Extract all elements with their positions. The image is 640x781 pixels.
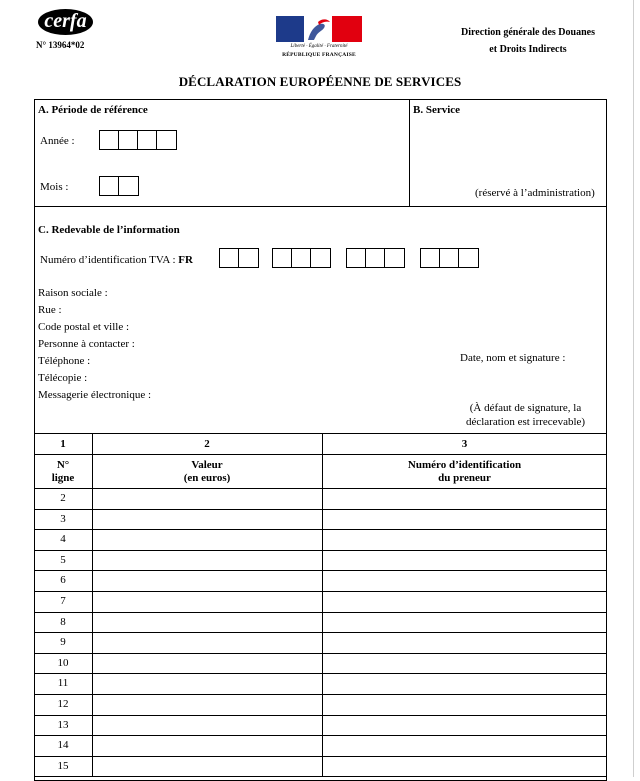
vat-label-text: Numéro d’identification TVA : — [40, 254, 176, 266]
table-cell-value[interactable] — [93, 654, 321, 673]
field-postcode-city[interactable]: Code postal et ville : — [38, 321, 130, 333]
vat-siren-part-1[interactable] — [272, 248, 331, 268]
section-a-title: A. Période de référence — [38, 104, 148, 116]
col-header-value-1: Valeur — [191, 459, 223, 471]
vat-siren-part-3[interactable] — [420, 248, 479, 268]
table-cell-value[interactable] — [93, 510, 321, 529]
table-row-number: 8 — [60, 615, 66, 628]
col-number-3: 3 — [461, 438, 468, 450]
month-label: Mois : — [40, 181, 69, 193]
table-cell-customer-id[interactable] — [323, 530, 606, 549]
table-row-number: 5 — [60, 553, 66, 566]
table-cell-customer-id[interactable] — [323, 654, 606, 673]
table-row-number: 10 — [57, 656, 69, 669]
table-header-divider — [34, 454, 607, 455]
direction-line-1: Direction générale des Douanes — [461, 27, 595, 38]
signature-note-line-1: (À défaut de signature, la — [469, 402, 582, 414]
col-header-value — [92, 459, 322, 485]
year-input[interactable] — [99, 130, 177, 150]
flag-white-stripe — [304, 16, 332, 42]
table-row-number: 2 — [60, 492, 66, 504]
vat-prefix: FR — [178, 254, 193, 266]
page-title: DÉCLARATION EUROPÉENNE DE SERVICES — [178, 74, 462, 89]
table-cell-value[interactable] — [93, 613, 321, 632]
signature-field[interactable]: Date, nom et signature : — [460, 352, 566, 364]
table-cell-customer-id[interactable] — [323, 592, 606, 611]
table-cell-customer-id[interactable] — [323, 716, 606, 735]
section-ab-divider — [409, 99, 410, 207]
field-fax[interactable]: Télécopie : — [38, 372, 88, 384]
section-b-title: B. Service — [413, 104, 461, 116]
table-row-number: 4 — [60, 533, 66, 546]
table-cell-customer-id[interactable] — [323, 551, 606, 570]
table-row-number: 7 — [60, 595, 66, 607]
company-fields — [38, 285, 151, 404]
flag-blue-stripe — [276, 16, 304, 42]
marianne-motto: Liberté · Égalité · Fraternité — [290, 44, 348, 49]
year-label: Année : — [40, 135, 75, 147]
section-b-note: (réservé à l’administration) — [475, 187, 595, 199]
signature-note — [458, 401, 593, 429]
cerfa-logo: cerfa — [38, 9, 93, 35]
table-row-number: 11 — [57, 677, 69, 690]
month-input[interactable] — [99, 176, 139, 196]
table-cell-value[interactable] — [93, 633, 321, 652]
flag-red-stripe — [332, 16, 362, 42]
table-cell-value[interactable] — [93, 551, 321, 570]
direction-title — [446, 24, 610, 58]
col-header-line-no — [34, 459, 92, 485]
section-c-title: C. Redevable de l’information — [38, 224, 180, 236]
table-cell-customer-id[interactable] — [323, 613, 606, 632]
table-cell-value[interactable] — [93, 716, 321, 735]
table-row-number: 6 — [60, 574, 66, 587]
table-cell-value[interactable] — [93, 695, 321, 714]
vat-siren-part-2[interactable] — [346, 248, 405, 268]
field-contact-person[interactable]: Personne à contacter : — [38, 338, 135, 350]
table-cell-customer-id[interactable] — [323, 510, 606, 529]
table-cell-customer-id[interactable] — [323, 695, 606, 714]
table-cell-customer-id[interactable] — [323, 633, 606, 652]
vat-label — [40, 254, 193, 266]
marianne-profile-icon — [304, 16, 332, 42]
marianne-republic: RÉPUBLIQUE FRANÇAISE — [282, 52, 356, 58]
table-cell-customer-id[interactable] — [323, 489, 606, 508]
table-row-number: 15 — [57, 759, 69, 772]
col-number-2: 2 — [204, 438, 210, 450]
table-cell-value[interactable] — [93, 736, 321, 755]
table-cell-value[interactable] — [93, 530, 321, 549]
table-row-number: 13 — [57, 718, 69, 731]
table-cell-value[interactable] — [93, 571, 321, 590]
field-company-name[interactable]: Raison sociale : — [38, 287, 108, 299]
marianne-logo — [276, 16, 362, 62]
table-cell-customer-id[interactable] — [323, 571, 606, 590]
col-header-customer-id-2: du preneur — [438, 472, 491, 484]
table-cell-customer-id[interactable] — [323, 757, 606, 776]
table-row-number: 12 — [57, 698, 69, 710]
table-row-number: 14 — [57, 739, 69, 752]
col-header-line-no-1: N° — [56, 459, 70, 471]
table-cell-customer-id[interactable] — [323, 736, 606, 755]
col-header-customer-id-1: Numéro d’identification — [407, 459, 522, 471]
field-street[interactable]: Rue : — [38, 304, 62, 316]
table-cell-value[interactable] — [93, 489, 321, 508]
direction-line-2: et Droits Indirects — [489, 44, 567, 55]
table-row-number: 3 — [60, 512, 66, 525]
table-cell-value[interactable] — [93, 757, 321, 776]
table-cell-value[interactable] — [93, 592, 321, 611]
cerfa-number: N° 13964*02 — [36, 40, 85, 50]
col-header-customer-id — [322, 459, 607, 485]
signature-note-line-2: déclaration est irrecevable) — [465, 416, 586, 428]
col-number-1: 1 — [60, 438, 66, 450]
table-row-number: 9 — [60, 636, 66, 649]
col-header-line-no-2: ligne — [51, 472, 75, 484]
field-email[interactable]: Messagerie électronique : — [38, 389, 152, 401]
table-cell-customer-id[interactable] — [323, 674, 606, 693]
table-cell-value[interactable] — [93, 674, 321, 693]
field-phone[interactable]: Téléphone : — [38, 355, 91, 367]
vat-key-input[interactable] — [219, 248, 259, 268]
col-header-value-2: (en euros) — [183, 472, 231, 484]
